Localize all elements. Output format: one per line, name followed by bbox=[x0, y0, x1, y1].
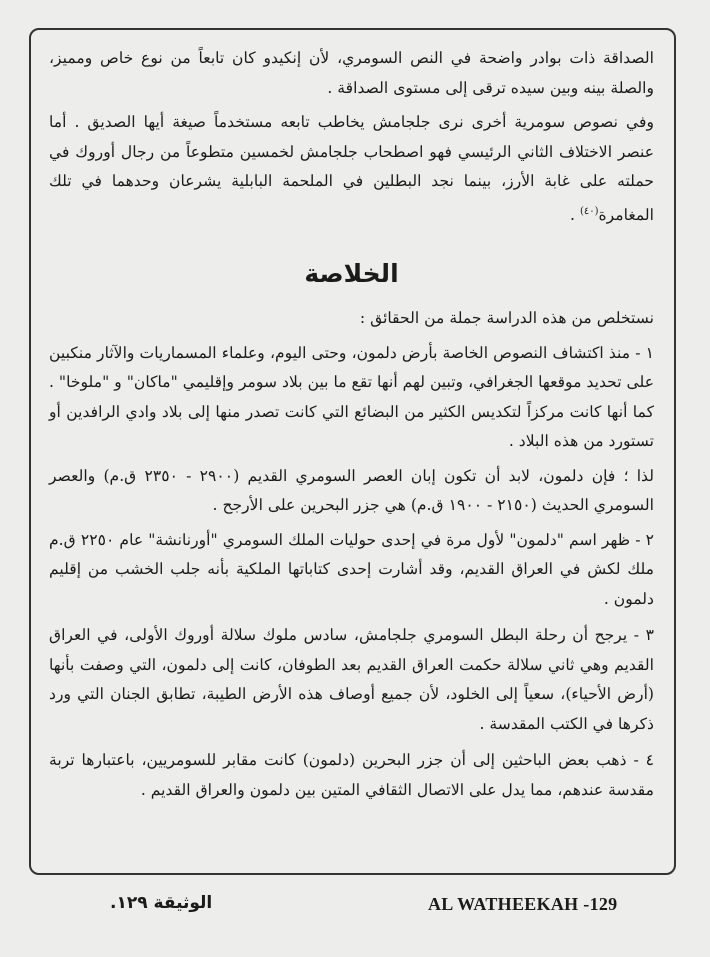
section-heading: الخلاصة bbox=[304, 259, 399, 289]
conclusion-item-1: ١ - منذ اكتشاف النصوص الخاصة بأرض دلمون، وحتى اليوم، وعلماء المسماريات والآثار منكبين على تحديد موقعها الجغرافي، وتبين لهم أنها تقع ما بين بلاد سومر وإقليمي "ماكان" و "ملوخا" . كما أنها كانت مركزاً لتكديس الكثير من البضائع التي كانت تصدر منها إلى بلاد وادي الرافدين أو تستورد من هذه البلاد . bbox=[49, 343, 654, 451]
page-footer bbox=[0, 892, 710, 920]
paragraph-differences-end: . bbox=[570, 205, 580, 224]
conclusion-lead: نستخلص من هذه الدراسة جملة من الحقائق : bbox=[359, 309, 654, 328]
conclusion-item-1-continued: لذا ؛ فإن دلمون، لابد أن تكون إبان العصر السومري القديم (٢٩٠٠ - ٢٣٥٠ ق.م) والعصر السومري الحديث (٢١٥٠ - ١٩٠٠ ق.م) هي جزر البحرين على الأرجح . bbox=[49, 466, 654, 515]
footer-arabic-page-number: الوثيقة ١٢٩. bbox=[110, 893, 213, 913]
conclusion-item-4: ٤ - ذهب بعض الباحثين إلى أن جزر البحرين (دلمون) كانت مقابر للسومريين، باعتبارها تربة مقدسة عندهم، مما يدل على الاتصال الثقافي المتين بين دلمون والعراق القديم . bbox=[49, 751, 654, 799]
page-content bbox=[49, 44, 654, 805]
paragraph-friendship: الصداقة ذات بوادر واضحة في النص السومري، لأن إنكيدو كان تابعاً من نوع خاص ومميز، والصلة بينه وبين سيده ترقى إلى مستوى الصداقة . bbox=[49, 49, 654, 97]
footnote-reference: (٤٠) bbox=[579, 205, 599, 217]
footer-english-page-number: AL WATHEEKAH -129 bbox=[428, 894, 618, 914]
conclusion-item-2: ٢ - ظهر اسم "دلمون" لأول مرة في إحدى حوليات الملك السومري "أورنانشة" عام ٢٢٥٠ ق.م ملك لكش في العراق القديم، وقد أشارت إحدى كتاباتها الملكية بأنه جلب الخشب من إقليم دلمون . bbox=[49, 530, 654, 608]
paragraph-differences bbox=[49, 108, 654, 230]
text-frame bbox=[29, 28, 676, 875]
paragraph-differences-text: وفي نصوص سومرية أخرى نرى جلجامش يخاطب تابعه مستخدماً صيغة أيها الصديق . أما عنصر الاختلاف الثاني الرئيسي فهو اصطحاب جلجامش لخمسين متطوعاً من رجال أوروك في حملته على غابة الأرز، بينما نجد البطلين في الملحمة البابلية يشرعان وحدهما في تلك المغامرة bbox=[49, 113, 654, 224]
conclusion-item-3: ٣ - يرجح أن رحلة البطل السومري جلجامش، سادس ملوك سلالة أوروك الأولى، في العراق القديم وهي ثاني سلالة حكمت العراق القديم بعد الطوفان، كانت إلى دلمون، التي وصفت بأنها (أرض الأحياء)، سعياً إلى الخلود، لأن جميع أوصاف هذه الأرض الطيبة، تطابق الجنان التي ورد ذكرها في الكتب المقدسة . bbox=[49, 626, 654, 733]
